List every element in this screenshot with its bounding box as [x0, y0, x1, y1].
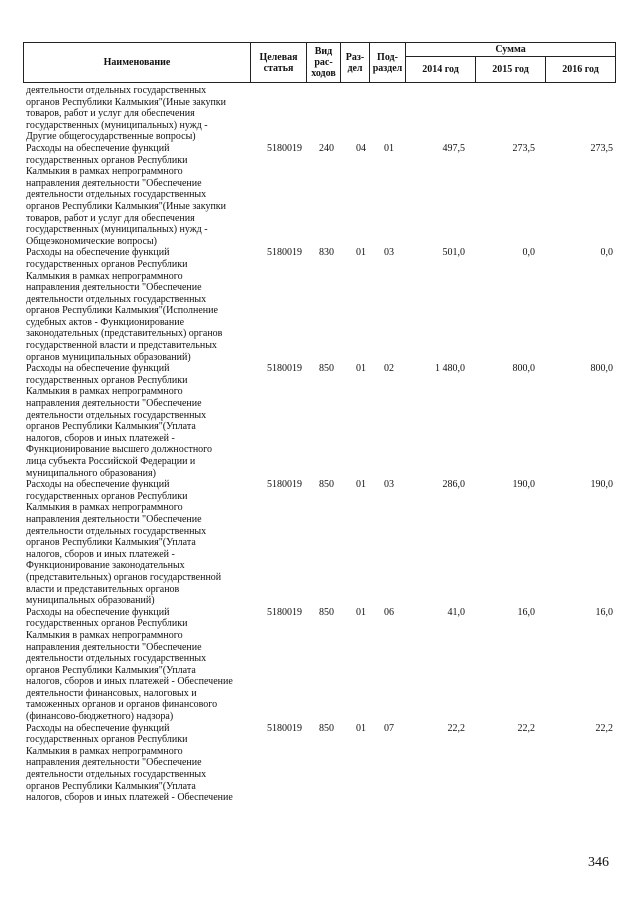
row-code: 5180019: [267, 479, 302, 491]
row-name-line: органов муниципальных образований): [26, 351, 191, 363]
row-vid: 850: [319, 606, 334, 618]
row-sum-2015: 273,5: [512, 142, 535, 154]
row-name-line: Расходы на обеспечение функций: [26, 606, 170, 618]
row-razdel: 01: [356, 247, 366, 259]
row-name-line: направления деятельности "Обеспечение: [26, 177, 202, 189]
row-sum-2016: 190,0: [590, 479, 613, 491]
row-name-line: (представительных) органов государственной: [26, 571, 222, 583]
row-name: [23, 85, 254, 143]
table-header: [23, 42, 616, 83]
row-name-line: Функционирование высшего должностного: [26, 444, 213, 456]
row-name-line: муниципальных образований): [26, 595, 155, 607]
row-name-line: (финансово-бюджетного) надзора): [26, 711, 174, 723]
row-sum-2014: 22,2: [447, 722, 465, 734]
row-name-line: лица субъекта Российской Федерации и: [26, 456, 196, 467]
row-name-line: налогов, сборов и иных платежей -: [26, 548, 175, 560]
row-name-line: деятельности отдельных государственных: [26, 189, 207, 201]
row-sum-2016: 16,0: [595, 606, 613, 618]
table-row: [23, 363, 615, 479]
row-podrazdel: 02: [384, 363, 394, 375]
row-name-line: деятельности отдельных государственных: [26, 653, 207, 665]
table-row: [23, 143, 615, 247]
row-name: [23, 143, 254, 247]
row-vid: 240: [319, 142, 334, 154]
row-sum-2015: 190,0: [512, 479, 535, 491]
row-name: [23, 363, 254, 479]
row-name-line: Расходы на обеспечение функций: [26, 142, 170, 154]
table-row: [23, 607, 615, 723]
table-row: [23, 479, 615, 607]
row-podrazdel: 03: [384, 479, 394, 491]
row-sum-2016: 22,2: [595, 722, 613, 734]
row-name-line: государственных (муниципальных) нужд -: [26, 119, 208, 131]
row-name-line: судебных актов - Функционирование: [26, 316, 185, 328]
row-name: [23, 479, 254, 607]
header-name: Наименование: [24, 43, 251, 83]
row-name-line: направления деятельности "Обеспечение: [26, 398, 202, 410]
row-name-line: органов Республики Калмыкия"(Уплата: [26, 780, 196, 792]
row-name-line: товаров, работ и услуг для обеспечения: [26, 108, 195, 120]
row-sum-2015: 800,0: [512, 363, 535, 375]
row-name-line: деятельности финансовых, налоговых и: [26, 687, 197, 699]
row-sum-2014: 501,0: [442, 247, 465, 259]
row-name-line: государственных органов Республики: [26, 374, 188, 386]
row-razdel: 01: [356, 606, 366, 618]
row-sum-2015: 0,0: [522, 247, 535, 259]
header-vid: Вид рас-ходов: [307, 43, 341, 83]
row-name-line: государственных (муниципальных) нужд -: [26, 224, 208, 236]
row-sum-2014: 41,0: [447, 606, 465, 618]
row-sum-2014: 1 480,0: [435, 363, 465, 375]
header-razdel: Раз-дел: [341, 43, 370, 83]
row-name-line: Расходы на обеспечение функций: [26, 247, 170, 259]
row-vid: 850: [319, 479, 334, 491]
row-sum-2016: 273,5: [590, 142, 613, 154]
row-name: [23, 723, 254, 804]
row-name-line: муниципального образования): [26, 467, 156, 479]
row-name: [23, 247, 254, 363]
row-vid: 850: [319, 722, 334, 734]
row-podrazdel: 06: [384, 606, 394, 618]
row-name-line: государственных органов Республики: [26, 258, 188, 270]
row-name-line: государственных органов Республики: [26, 490, 188, 502]
row-name-line: таможенных органов и органов финансового: [26, 699, 218, 711]
row-sum-2014: 286,0: [442, 479, 465, 491]
row-name-line: деятельности отдельных государственных: [26, 769, 207, 781]
header-year-2015: 2015 год: [476, 57, 546, 83]
row-name-line: деятельности отдельных государственных: [26, 525, 207, 537]
row-code: 5180019: [267, 247, 302, 259]
row-name-line: налогов, сборов и иных платежей -: [26, 432, 175, 444]
row-name-line: Калмыкия в рамках непрограммного: [26, 386, 183, 398]
table-row: [23, 85, 615, 143]
row-name-line: Калмыкия в рамках непрограммного: [26, 502, 183, 514]
row-code: 5180019: [267, 142, 302, 154]
header-year-2014: 2014 год: [406, 57, 476, 83]
row-name-line: Расходы на обеспечение функций: [26, 722, 170, 734]
row-name-line: органов Республики Калмыкия"(Уплата: [26, 421, 196, 433]
row-razdel: 04: [356, 142, 366, 154]
row-name-line: органов Республики Калмыкия"(Уплата: [26, 537, 196, 549]
row-code: 5180019: [267, 606, 302, 618]
row-name-line: Другие общегосударственные вопросы): [26, 131, 196, 143]
row-razdel: 01: [356, 722, 366, 734]
header-code: Целевая статья: [251, 43, 307, 83]
row-name-line: государственных органов Республики: [26, 154, 188, 166]
row-name-line: законодательных (представительных) органов: [26, 328, 223, 340]
row-name-line: Калмыкия в рамках непрограммного: [26, 629, 183, 641]
header-sum: Сумма: [406, 43, 616, 57]
row-name-line: органов Республики Калмыкия"(Иные закупки: [26, 200, 226, 212]
row-name-line: деятельности отдельных государственных: [26, 85, 207, 96]
row-vid: 830: [319, 247, 334, 259]
row-name-line: Калмыкия в рамках непрограммного: [26, 166, 183, 178]
row-name-line: Расходы на обеспечение функций: [26, 363, 170, 375]
row-name: [23, 607, 254, 723]
row-name-line: Функционирование законодательных: [26, 560, 185, 572]
row-podrazdel: 03: [384, 247, 394, 259]
row-name-line: органов Республики Калмыкия"(Уплата: [26, 664, 196, 676]
row-name-line: власти и представительных органов: [26, 583, 180, 595]
row-sum-2014: 497,5: [442, 142, 465, 154]
table-row: [23, 247, 615, 363]
table-row: [23, 723, 615, 804]
row-name-line: Общеэкономические вопросы): [26, 235, 157, 247]
row-podrazdel: 01: [384, 142, 394, 154]
table-body: [23, 85, 615, 804]
row-podrazdel: 07: [384, 722, 394, 734]
row-name-line: государственных органов Республики: [26, 618, 188, 630]
row-name-line: налогов, сборов и иных платежей - Обеспечение: [26, 792, 233, 804]
row-sum-2015: 22,2: [517, 722, 535, 734]
row-name-line: государственной власти и представительных: [26, 340, 217, 352]
row-name-line: направления деятельности "Обеспечение: [26, 282, 202, 294]
row-name-line: налогов, сборов и иных платежей - Обеспечение: [26, 676, 233, 688]
row-name-line: Калмыкия в рамках непрограммного: [26, 745, 183, 757]
header-year-2016: 2016 год: [546, 57, 616, 83]
row-sum-2016: 0,0: [600, 247, 613, 259]
row-name-line: направления деятельности "Обеспечение: [26, 757, 202, 769]
row-code: 5180019: [267, 363, 302, 375]
row-code: 5180019: [267, 722, 302, 734]
row-name-line: органов Республики Калмыкия"(Иные закупки: [26, 96, 226, 108]
row-name-line: направления деятельности "Обеспечение: [26, 513, 202, 525]
row-sum-2015: 16,0: [517, 606, 535, 618]
row-name-line: товаров, работ и услуг для обеспечения: [26, 212, 195, 224]
row-name-line: направления деятельности "Обеспечение: [26, 641, 202, 653]
header-podrazdel: Под-раздел: [370, 43, 406, 83]
row-sum-2016: 800,0: [590, 363, 613, 375]
row-razdel: 01: [356, 479, 366, 491]
row-name-line: деятельности отдельных государственных: [26, 293, 207, 305]
row-name-line: деятельности отдельных государственных: [26, 409, 207, 421]
row-vid: 850: [319, 363, 334, 375]
page-number: 346: [588, 855, 609, 870]
row-name-line: органов Республики Калмыкия"(Исполнение: [26, 305, 218, 317]
row-name-line: Расходы на обеспечение функций: [26, 479, 170, 491]
row-name-line: государственных органов Республики: [26, 734, 188, 746]
row-name-line: Калмыкия в рамках непрограммного: [26, 270, 183, 282]
row-razdel: 01: [356, 363, 366, 375]
